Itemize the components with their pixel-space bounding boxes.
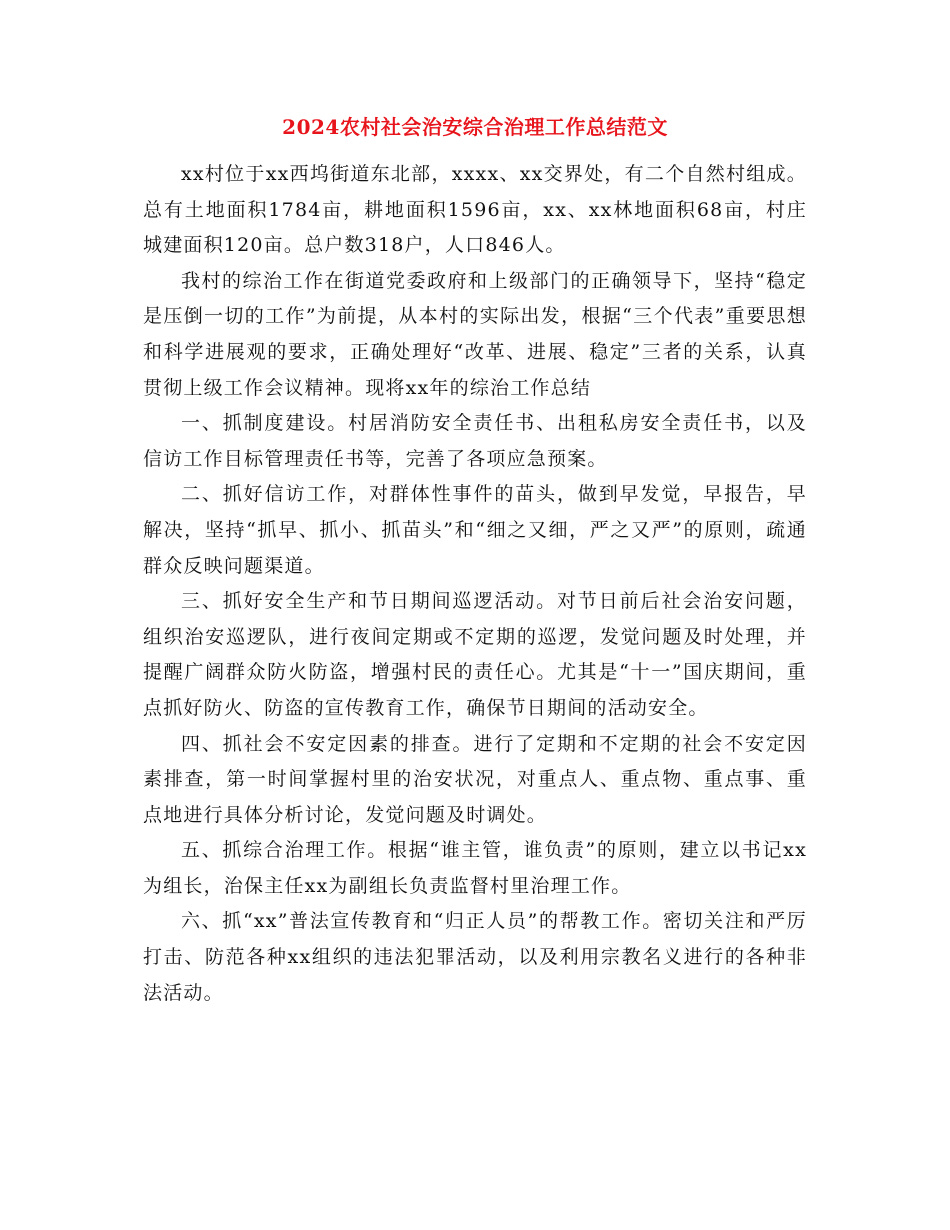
paragraph-section-4: 四、抓社会不安定因素的排查。进行了定期和不定期的社会不安定因素排查，第一时间掌握村里的治安状况，对重点人、重点物、重点事、重点地进行具体分析讨论，发觉问题及时调处。 (143, 732, 807, 826)
paragraph-section-5: 五、抓综合治理工作。根据“谁主管，谁负责”的原则，建立以书记xx为组长，治保主任xx为副组长负责监督村里治理工作。 (143, 839, 807, 897)
paragraph-section-2: 二、抓好信访工作，对群体性事件的苗头，做到早发觉，早报告，早解决，坚持“抓早、抓小、抓苗头”和“细之又细，严之又严”的原则，疏通群众反映问题渠道。 (143, 483, 807, 577)
paragraph-introduction: 我村的综治工作在街道党委政府和上级部门的正确领导下，坚持“稳定是压倒一切的工作”为前提，从本村的实际出发，根据“三个代表”重要思想和科学进展观的要求，正确处理好“改革、进展、稳定”三者的关系，认真贯彻上级工作会议精神。现将xx年的综治工作总结 (143, 269, 807, 399)
paragraph-village-overview: xx村位于xx西坞街道东北部，xxxx、xx交界处，有二个自然村组成。总有土地面积1784亩，耕地面积1596亩，xx、xx林地面积68亩，村庄城建面积120亩。总户数318户，人口846人。 (143, 163, 807, 257)
paragraph-section-1: 一、抓制度建设。村居消防安全责任书、出租私房安全责任书，以及信访工作目标管理责任书等，完善了各项应急预案。 (143, 412, 807, 470)
document-title: 2024农村社会治安综合治理工作总结范文 (282, 115, 668, 139)
document-body (143, 157, 807, 1011)
paragraph-section-6: 六、抓“xx”普法宣传教育和“归正人员”的帮教工作。密切关注和严厉打击、防范各种xx组织的违法犯罪活动，以及利用宗教名义进行的各种非法活动。 (143, 910, 807, 1004)
paragraph-section-3: 三、抓好安全生产和节日期间巡逻活动。对节日前后社会治安问题，组织治安巡逻队，进行夜间定期或不定期的巡逻，发觉问题及时处理，并提醒广阔群众防火防盗，增强村民的责任心。尤其是“十一”国庆期间，重点抓好防火、防盗的宣传教育工作，确保节日期间的活动安全。 (143, 590, 807, 719)
